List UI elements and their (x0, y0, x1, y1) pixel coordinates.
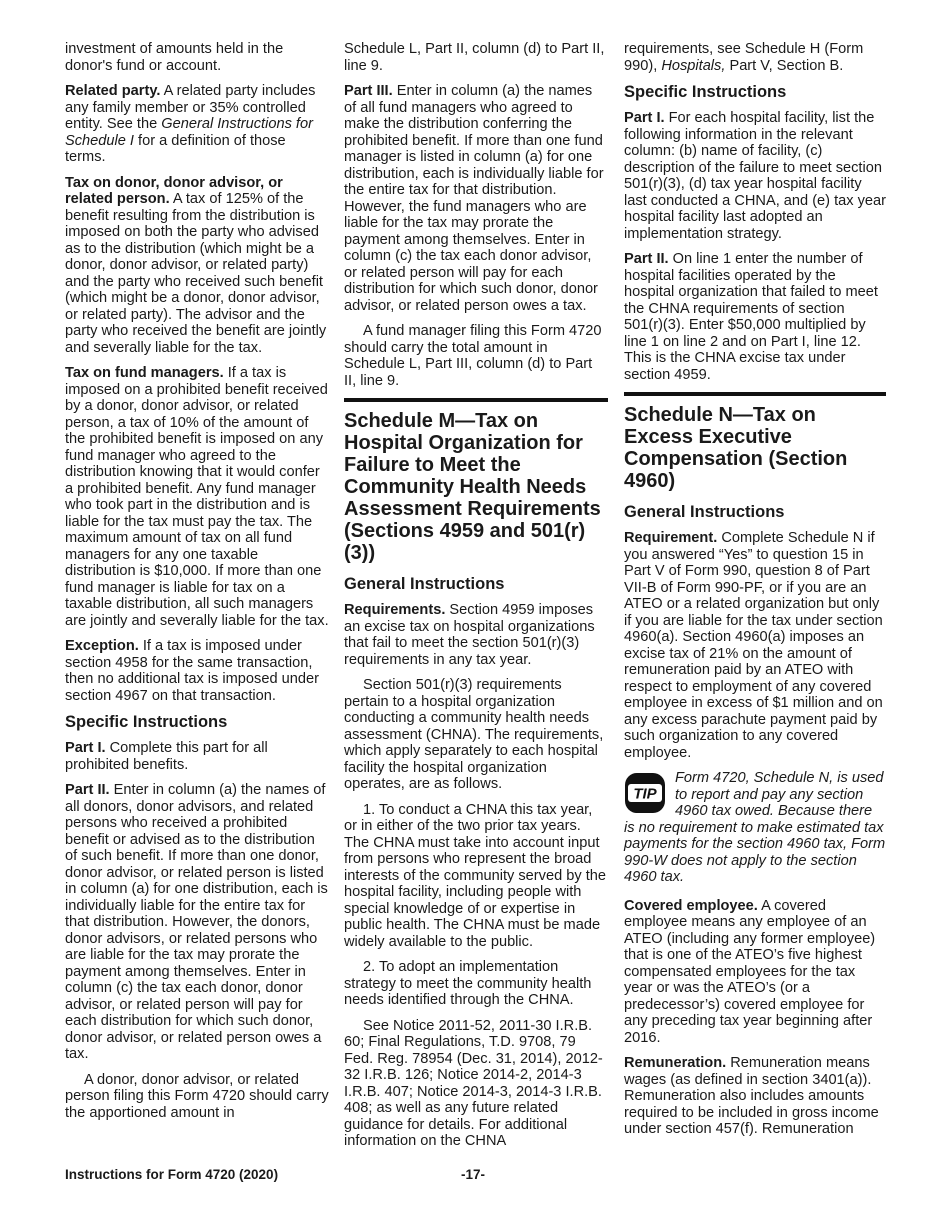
remuneration-paragraph: Remuneration. Remuneration means wages (as defined in section 3401(a)). Remuneration also includes amounts required to be included in gross income under section 457(f). Remuneration (624, 1055, 879, 1137)
paragraph: See Notice 2011-52, 2011-30 I.R.B. 60; Final Regulations, T.D. 9708, 79 Fed. Reg. 78954 (Dec. 31, 2014), 2012-32 I.R.B. 126; Notice 2014-2, 2014-3 I.R.B. 407; Notice 2014-3, 2014-3 I.R.B. 408; as well as any future related guidance for details. For additional information on the CHNA (344, 1017, 603, 1149)
section-divider (344, 398, 608, 402)
part-1-paragraph: Part I. For each hospital facility, list the following information in the relevant column: (b) name of facility, (c) description of the failure to meet section 501(r)(3), (d) tax year hospital facility last conducted a CHNA, and (e) tax year hospital facility last adopted an implementation strategy. (624, 110, 887, 242)
specific-instructions-heading: Specific Instructions (65, 713, 228, 731)
paragraph: A donor, donor advisor, or related person filing this Form 4720 should carry the apportioned amount in (65, 1071, 329, 1121)
specific-instructions-heading: Specific Instructions (624, 83, 787, 101)
general-instructions-heading: General Instructions (624, 503, 785, 521)
schedule-m-heading: Schedule M—Tax on Hospital Organization for Failure to Meet the Community Health Needs Assessment Requirements (Sections 4959 and 501(r)(3)) (344, 410, 601, 564)
part-1-paragraph: Part I. Complete this part for all prohibited benefits. (65, 740, 268, 773)
related-party-paragraph: Related party. A related party includes any family member or 35% controlled entity. See the General Instructions for Schedule I for a definition of those terms. (65, 83, 316, 165)
list-item: 2. To adopt an implementation strategy to meet the community health needs identified through the CHNA. (344, 959, 592, 1008)
page-number: -17- (461, 1167, 486, 1182)
covered-employee-paragraph: Covered employee. A covered employee means any employee of an ATEO (including any former employee) that is one of the ATEO’s five highest compensated employees for the tax year or was the ATEO’s (or a predecessor’s) covered employee for any preceding tax year beginning after 2016. (624, 897, 876, 1046)
paragraph: A fund manager filing this Form 4720 should carry the total amount in Schedule L, Part III, column (d) to Part II, line 9. (344, 323, 602, 389)
footer-form-title: Instructions for Form 4720 (2020) (65, 1167, 279, 1182)
tax-fund-managers-paragraph: Tax on fund managers. If a tax is imposed on a prohibited benefit received by a donor, donor advisor, or related person, a tax of 10% of the amount of the prohibited benefit is imposed on any fund manager who agreed to the distribution knowing that it would confer a prohibited benefit. Any fund manager who took part in the distribution and is liable for the tax must pay the tax. The maximum amount of tax on all fund managers for any one taxable distribution is $10,000. If more than one fund manager is liable for tax on a taxable distribution, all such managers are jointly and severally liable for the tax. (65, 365, 329, 629)
general-instructions-heading: General Instructions (344, 575, 505, 593)
exception-paragraph: Exception. If a tax is imposed under section 4958 for the same transaction, then no additional tax is imposed under section 4967 on that transaction. (65, 638, 319, 704)
tax-donor-paragraph: Tax on donor, donor advisor, or related person. A tax of 125% of the benefit resulting from the distribution is imposed on both the party who advised as to the distribution (which might be a donor, donor advisor, or related party) and the party who received such benefit (which might be a donor, donor advisor, or related party). The advisor and the party who received the benefit are jointly and severally liable for the tax. (65, 174, 327, 356)
part-2-paragraph: Part II. Enter in column (a) the names of all donors, donor advisors, and related persons who received a prohibited benefit or advised as to the distribution of such benefit. If more than one donor, donor advisor, or related person is listed in column (a) for one distribution, each is individually liable for the entire tax for that distribution. However, the donors, donor advisors, or related persons who are liable for the tax may prorate the payment among themselves. Enter in column (c) the tax each donor, donor advisor, or related person will pay for each distribution for which such donor, donor advisor, or related person owes a tax. (65, 782, 328, 1062)
part-3-paragraph: Part III. Enter in column (a) the names of all fund managers who agreed to make the distribution conferring the prohibited benefit. If more than one fund manager is listed in column (a) for one distribution, each is individually liable for the entire tax for that distribution. However, the fund managers who are liable for the tax may prorate the payment among themselves. Enter in column (c) the tax each donor advisor, or related person will pay for each distribution for which such donor, donor advisor, or related person owes a tax. (344, 83, 604, 314)
paragraph: Schedule L, Part II, column (d) to Part II, line 9. (344, 41, 605, 74)
schedule-n-heading: Schedule N—Tax on Excess Executive Compensation (Section 4960) (624, 404, 848, 492)
column-middle (344, 41, 608, 1159)
column-right (624, 41, 886, 1147)
requirement-paragraph: Requirement. Complete Schedule N if you answered “Yes” to question 15 in Part V of Form 990, question 8 of Part VII-B of Form 990-PF, or if you are an ATEO or a related organization but only if you are liable for the tax under section 4960(a). Section 4960(a) imposes an excise tax of 21% on the amount of remuneration paid by an ATEO with respect to employment of any covered employee in excess of $1 million and on any excess parachute payment paid by such organization to any covered employee. (624, 530, 883, 761)
part-2-paragraph: Part II. On line 1 enter the number of hospital facilities operated by the hospital organization that failed to meet the CHNA requirements of section 501(r)(3). Enter $50,000 multiplied by line 1 on line 2 and on Part I, line 12. This is the CHNA excise tax under section 4959. (624, 251, 878, 383)
list-item: 1. To conduct a CHNA this tax year, or in either of the two prior tax years. The CHNA must take into account input from persons who represent the broad interests of the community served by the hospital facility, including people with special knowledge of or expertise in public health. The CHNA must be made widely available to the public. (344, 801, 606, 950)
tip-label: TIP (633, 785, 657, 803)
column-left (65, 41, 330, 1130)
paragraph: requirements, see Schedule H (Form 990), Hospitals, Part V, Section B. (624, 41, 864, 74)
paragraph: investment of amounts held in the donor's fund or account. (65, 41, 284, 74)
tip-box (624, 770, 886, 886)
requirements-paragraph: Requirements. Section 4959 imposes an excise tax on hospital organizations that fail to meet the section 501(r)(3) requirements in any tax year. (344, 602, 595, 668)
tip-text: Form 4720, Schedule N, is used to report and pay any section 4960 tax owed. Because there is no requirement to make estimated tax payments for the section 4960 tax, Form 990-W does not apply to the section 4960 tax. (624, 770, 886, 885)
section-divider (624, 392, 886, 396)
paragraph: Section 501(r)(3) requirements pertain to a hospital organization conducting a community health needs assessment (CHNA). The requirements, which apply separately to each hospital facility the hospital organization operates, are as follows. (344, 677, 604, 792)
tip-icon (624, 772, 666, 814)
